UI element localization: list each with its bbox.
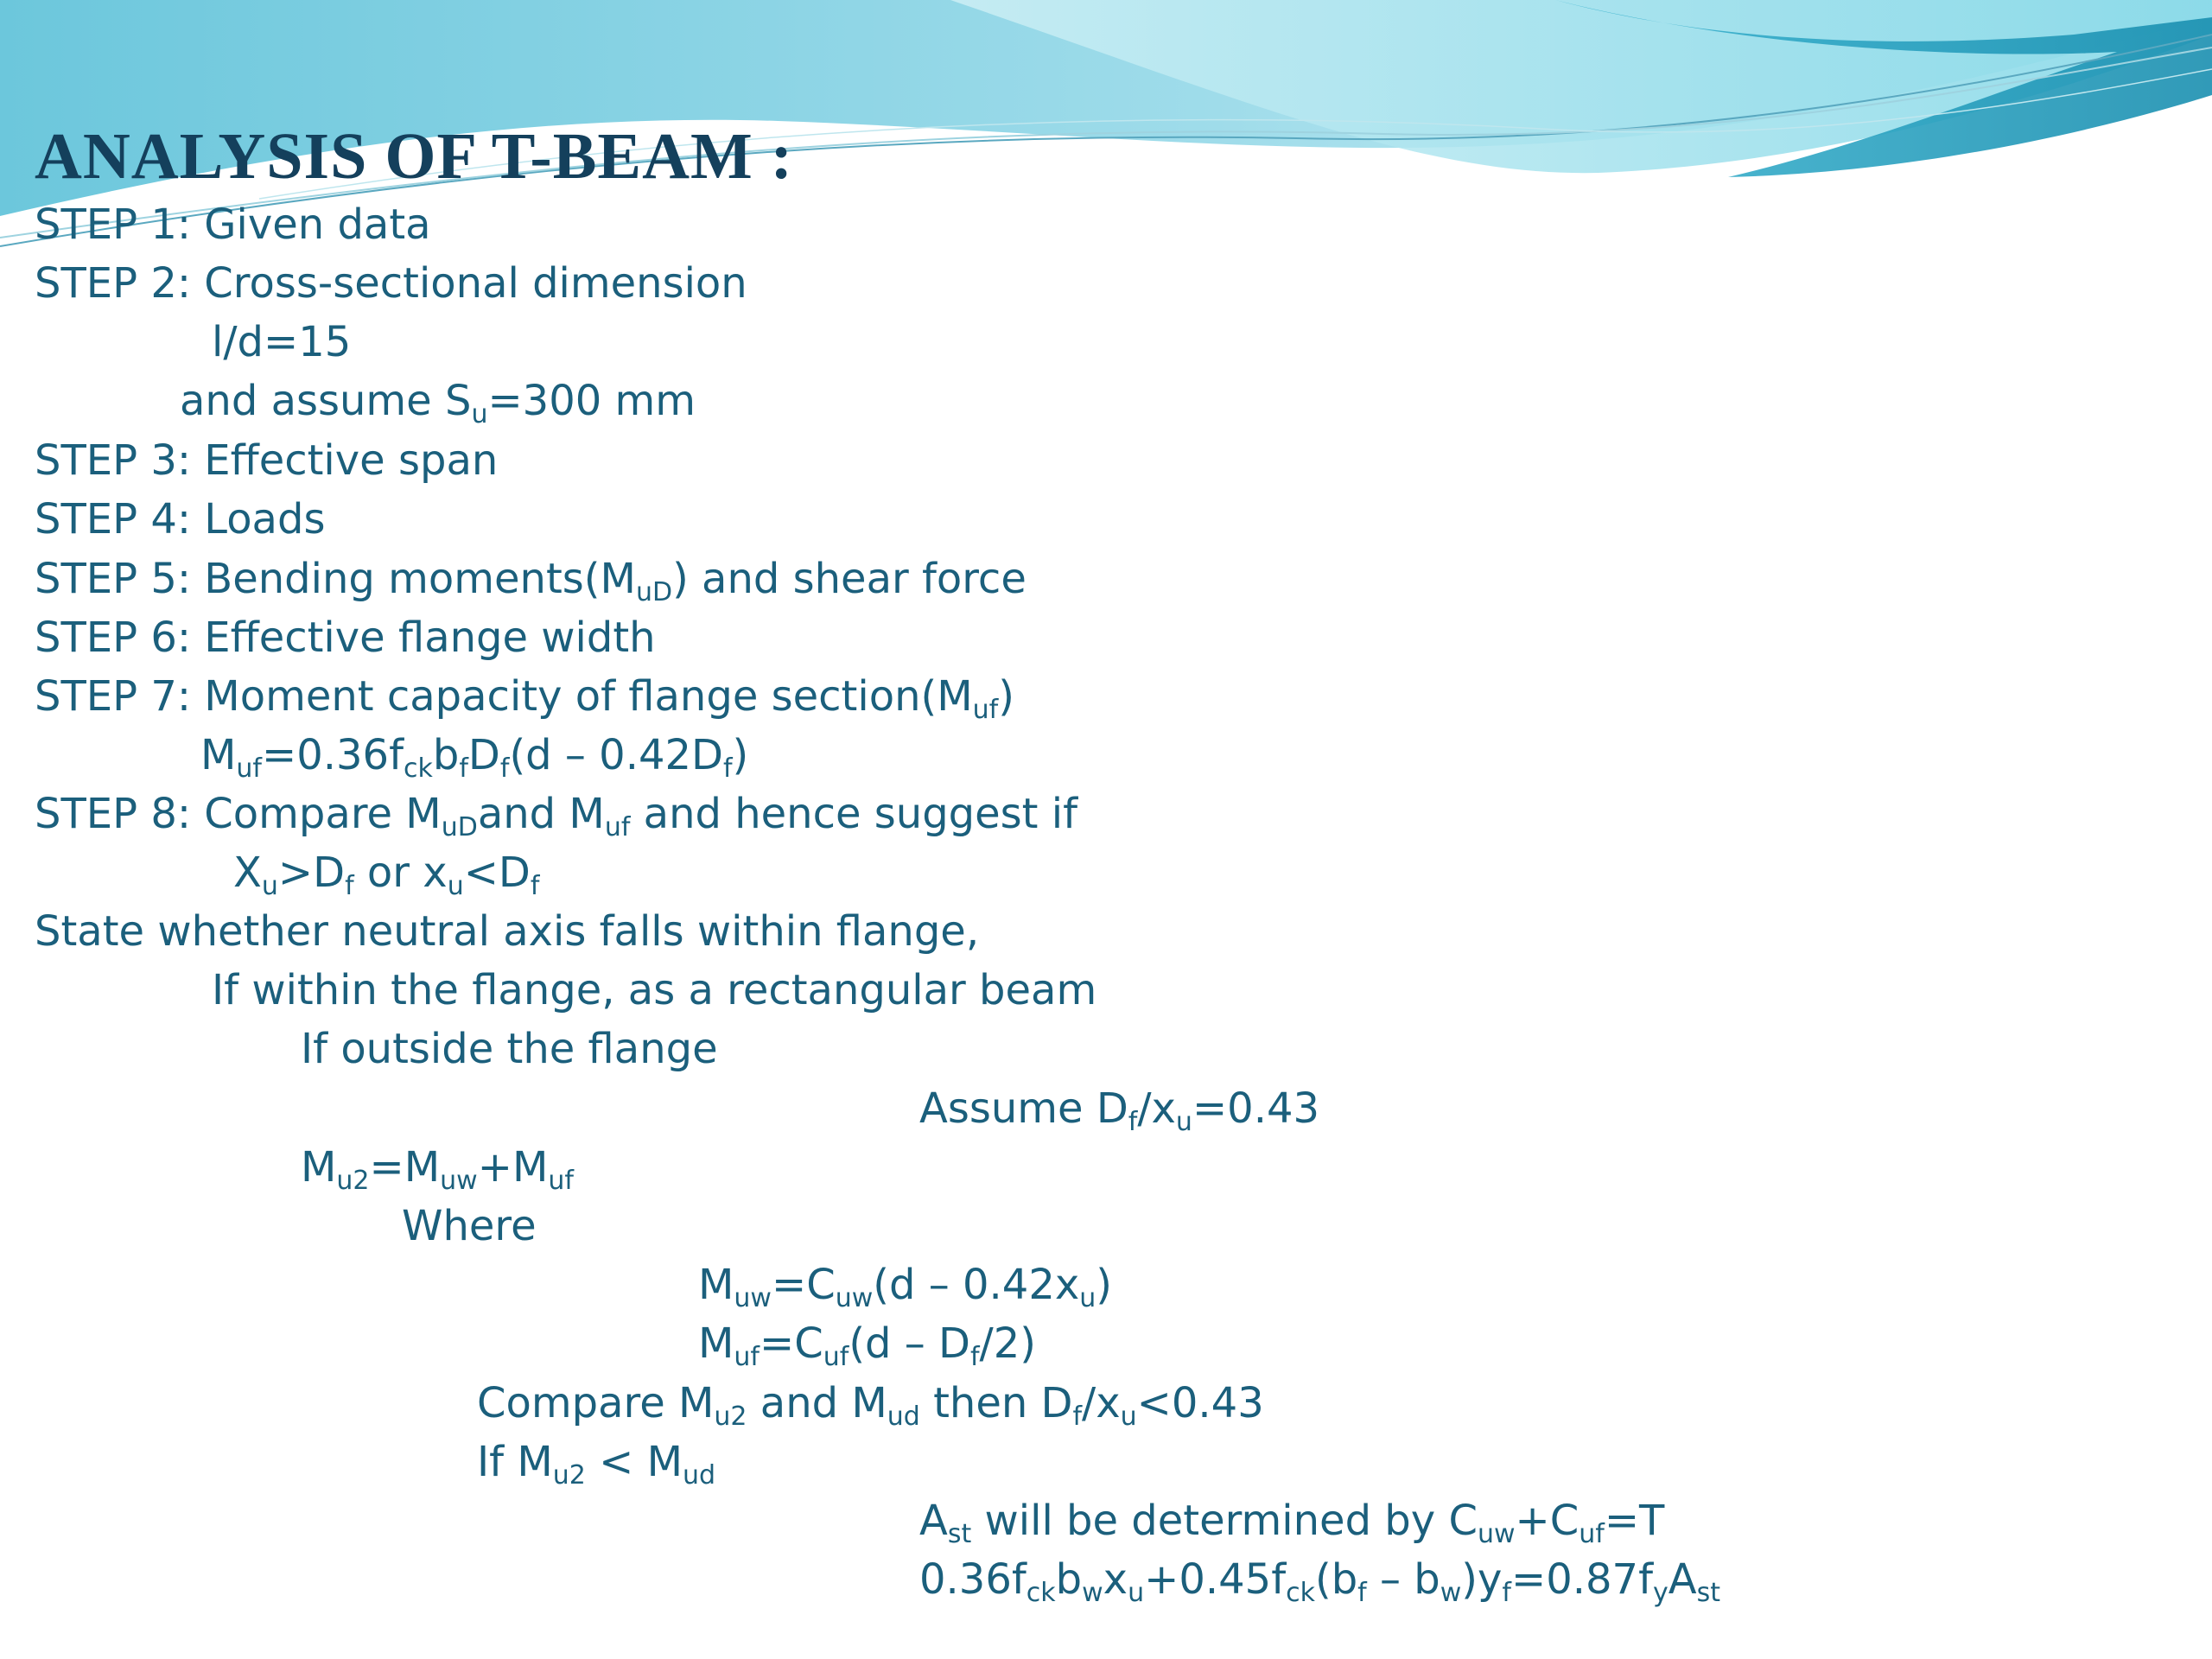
text-run: STEP 3: Effective span: [35, 436, 499, 485]
text-run: M: [200, 731, 237, 779]
subscript: f: [1128, 1107, 1138, 1137]
subscript: f: [530, 871, 540, 901]
text-run: A: [1668, 1555, 1697, 1604]
subscript: u: [1175, 1107, 1192, 1137]
text-run: x: [1103, 1555, 1128, 1604]
subscript: uf: [548, 1166, 574, 1196]
step-7-line: [35, 671, 1014, 725]
text-run: /2): [979, 1319, 1036, 1368]
subscript: st: [947, 1519, 972, 1549]
subscript: f: [1502, 1578, 1511, 1608]
subscript: ck: [404, 753, 433, 784]
text-run: STEP 5: Bending moments(M: [35, 555, 636, 603]
outside-flange-line: [301, 1023, 718, 1075]
step-5-line: [35, 553, 1027, 605]
text-run: =0.43: [1192, 1084, 1320, 1133]
subscript: ck: [1286, 1578, 1315, 1608]
subscript: u: [1079, 1283, 1096, 1313]
text-run: l/d=15: [212, 318, 352, 366]
subscript: uf: [236, 753, 262, 784]
step-2-line: [35, 257, 747, 309]
step-8-line: [35, 788, 1077, 840]
text-run: If outside the flange: [301, 1025, 718, 1073]
subscript: uw: [1477, 1519, 1516, 1549]
subscript: uf: [604, 812, 631, 842]
subscript: u2: [336, 1166, 370, 1196]
subscript: w: [1082, 1578, 1103, 1608]
text-run: < M: [585, 1438, 683, 1486]
web-moment-formula: [698, 1259, 1112, 1311]
subscript: uD: [635, 577, 673, 607]
step-4-line: [35, 493, 325, 545]
subscript: uw: [440, 1166, 478, 1196]
text-run: D: [467, 731, 500, 779]
text-run: (d – 0.42D: [509, 731, 723, 779]
step-1-line: [35, 199, 431, 251]
text-run: STEP 1: Given data: [35, 200, 431, 249]
slide-title: ANALYSIS OF T-BEAM :: [35, 120, 794, 193]
subscript: f: [499, 753, 510, 784]
text-run: ): [1096, 1261, 1113, 1309]
text-run: =300 mm: [487, 377, 696, 425]
text-run: )y: [1461, 1555, 1503, 1604]
neutral-axis-condition: [233, 847, 539, 899]
text-run: =C: [760, 1319, 823, 1368]
text-run: or x: [353, 849, 448, 897]
text-run: will be determined by C: [971, 1497, 1478, 1545]
step-3-line: [35, 435, 498, 486]
text-run: (b: [1314, 1555, 1358, 1604]
subscript: f: [969, 1342, 980, 1372]
text-run: 0.36f: [919, 1555, 1027, 1604]
text-run: =C: [771, 1261, 836, 1309]
text-run: STEP 8: Compare M: [35, 790, 442, 838]
subscript: uf: [972, 695, 999, 725]
subscript: uf: [1579, 1519, 1605, 1549]
subscript: f: [345, 871, 354, 901]
ast-determination-line: [919, 1495, 1664, 1547]
text-run: (d – D: [849, 1319, 970, 1368]
text-run: b: [432, 731, 460, 779]
text-run: and M: [477, 790, 605, 838]
flange-moment-formula: [200, 729, 749, 784]
subscript: f: [722, 753, 733, 784]
text-run: <D: [463, 849, 531, 897]
text-run: A: [919, 1497, 948, 1545]
text-run: /x: [1082, 1379, 1121, 1427]
subscript: f: [1357, 1578, 1367, 1608]
text-run: ): [732, 731, 749, 779]
subscript: u: [471, 399, 488, 429]
subscript: uw: [835, 1283, 874, 1313]
where-label: [402, 1200, 537, 1252]
text-run: +C: [1515, 1497, 1580, 1545]
text-run: M: [698, 1319, 734, 1368]
text-run: +0.45f: [1144, 1555, 1287, 1604]
text-run: +M: [477, 1143, 549, 1192]
text-run: Where: [402, 1202, 537, 1250]
text-run: State whether neutral axis falls within flange,: [35, 907, 980, 956]
text-run: M: [301, 1143, 337, 1192]
neutral-axis-statement: [35, 906, 979, 957]
text-run: and assume S: [180, 377, 472, 425]
subscript: u2: [552, 1460, 586, 1491]
subscript: u2: [714, 1402, 747, 1432]
text-run: =0.36f: [262, 731, 404, 779]
text-run: =0.87f: [1510, 1555, 1653, 1604]
subscript: u: [1128, 1578, 1145, 1608]
text-run: STEP 7: Moment capacity of flange section(M: [35, 672, 973, 721]
text-run: >D: [277, 849, 346, 897]
text-run: X: [233, 849, 262, 897]
step-6-line: [35, 612, 656, 664]
equilibrium-formula: [919, 1554, 1720, 1608]
subscript: uf: [823, 1342, 849, 1372]
text-run: and M: [747, 1379, 887, 1427]
subscript: ud: [887, 1402, 920, 1432]
subscript: uf: [734, 1342, 760, 1372]
flange-moment-cuf-formula: [698, 1318, 1036, 1370]
text-run: Assume D: [919, 1084, 1128, 1133]
text-run: STEP 6: Effective flange width: [35, 613, 656, 662]
text-run: STEP 4: Loads: [35, 495, 326, 543]
text-run: If within the flange, as a rectangular beam: [212, 966, 1097, 1014]
text-run: then D: [919, 1379, 1073, 1427]
text-run: STEP 2: Cross-sectional dimension: [35, 259, 747, 308]
subscript: f: [459, 753, 468, 784]
subscript: f: [1072, 1402, 1083, 1432]
text-run: ): [998, 672, 1014, 721]
subscript: u: [261, 871, 278, 901]
subscript: ud: [683, 1460, 716, 1491]
span-depth-ratio: [212, 316, 351, 368]
text-run: and hence suggest if: [630, 790, 1077, 838]
text-run: <0.43: [1136, 1379, 1264, 1427]
assume-ratio-line: [919, 1083, 1319, 1135]
moment-sum-formula: [301, 1141, 574, 1196]
if-moment-less-line: [477, 1436, 716, 1491]
text-run: ) and shear force: [672, 555, 1027, 603]
text-run: M: [698, 1261, 734, 1309]
subscript: u: [447, 871, 464, 901]
subscript: uD: [441, 812, 478, 842]
text-run: =M: [369, 1143, 441, 1192]
text-run: (d – 0.42x: [873, 1261, 1080, 1309]
text-run: =T: [1604, 1497, 1665, 1545]
subscript: w: [1440, 1578, 1462, 1608]
text-run: b: [1055, 1555, 1083, 1604]
subscript: u: [1120, 1402, 1137, 1432]
subscript: uw: [734, 1283, 772, 1313]
text-run: /x: [1137, 1084, 1176, 1133]
text-run: – b: [1366, 1555, 1440, 1604]
within-flange-line: [212, 964, 1096, 1016]
assume-spacing: [180, 375, 696, 427]
text-run: If M: [477, 1438, 553, 1486]
subscript: ck: [1026, 1578, 1056, 1608]
subscript: y: [1652, 1578, 1669, 1608]
compare-moments-line: [477, 1377, 1264, 1432]
text-run: Compare M: [477, 1379, 715, 1427]
subscript: st: [1696, 1578, 1720, 1608]
